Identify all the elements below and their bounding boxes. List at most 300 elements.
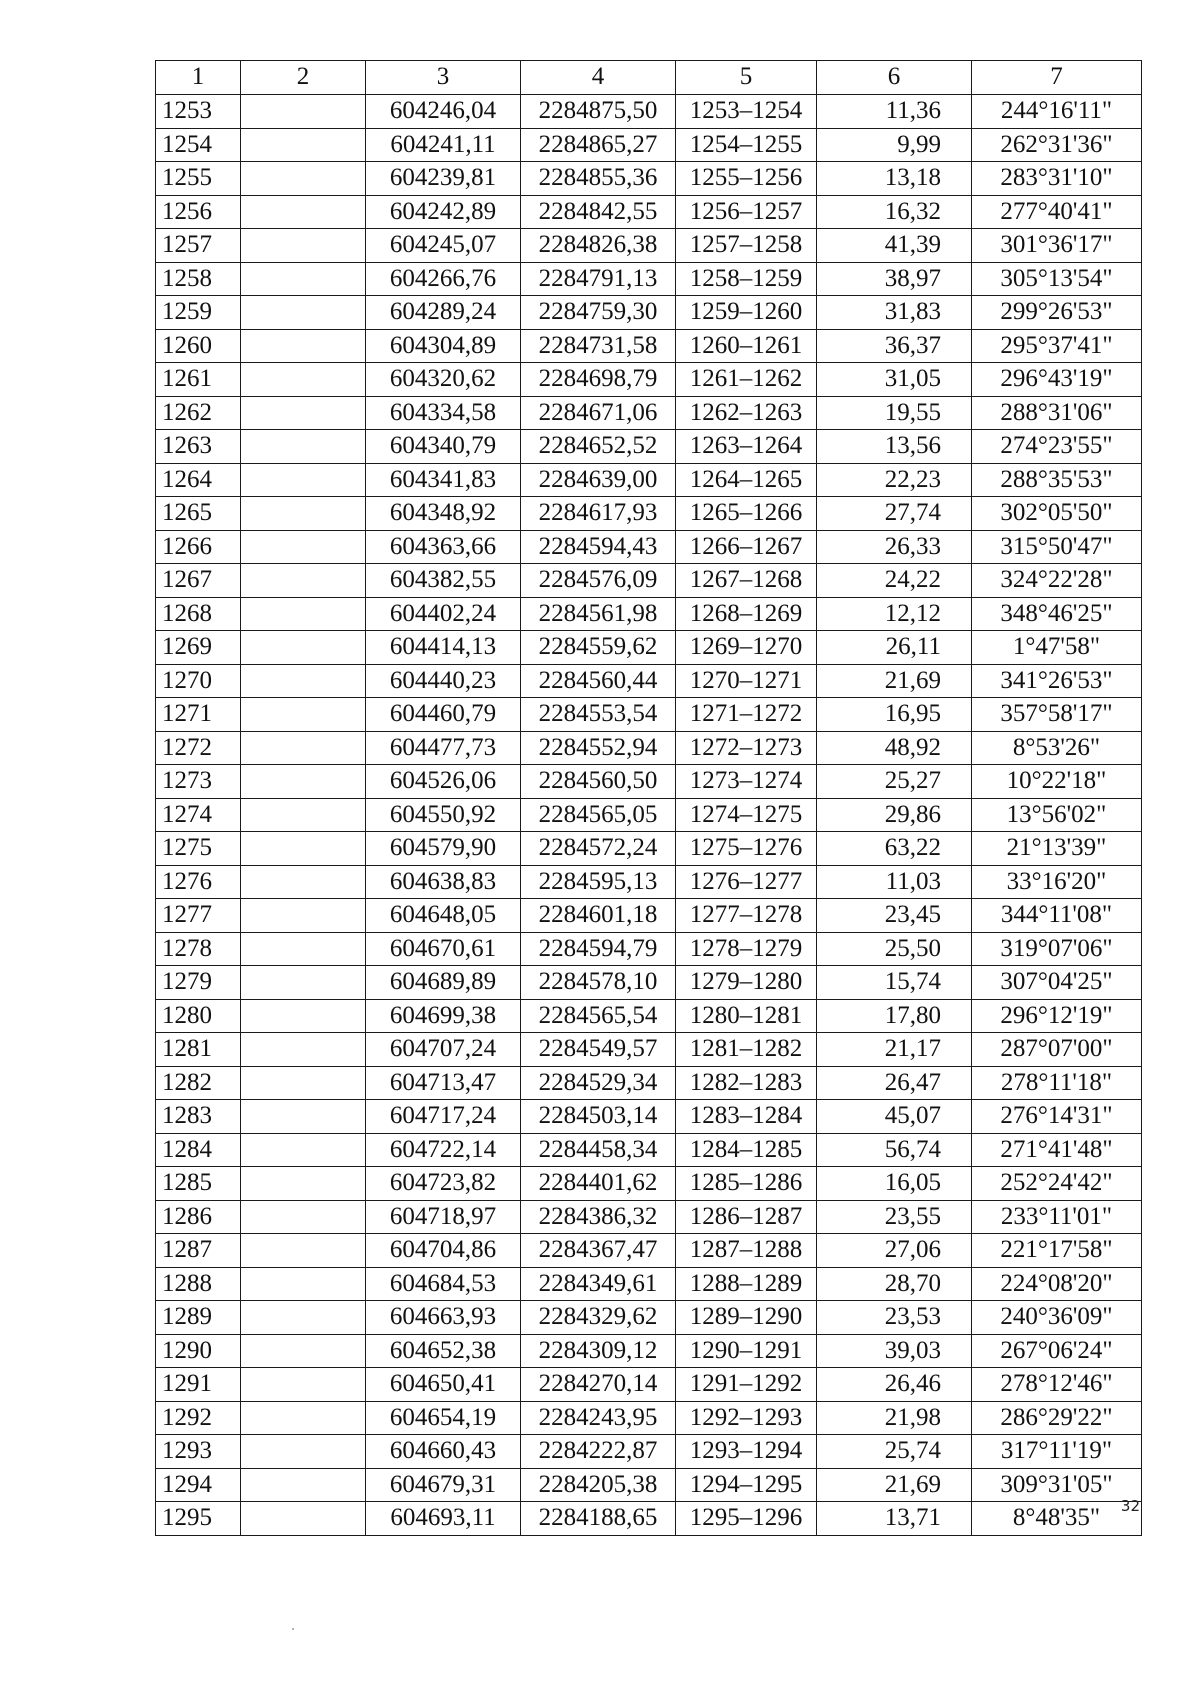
column-header-1: 1 xyxy=(156,61,241,95)
cell-blank-cell xyxy=(241,1133,366,1167)
cell-distance: 41,39 xyxy=(817,229,972,263)
cell-point-number: 1260 xyxy=(156,329,241,363)
cell-blank-cell xyxy=(241,798,366,832)
table-row xyxy=(156,932,1142,966)
cell-blank-cell xyxy=(241,262,366,296)
cell-blank-cell xyxy=(241,1468,366,1502)
cell-y-coordinate: 2284565,05 xyxy=(521,798,676,832)
cell-blank-cell xyxy=(241,597,366,631)
cell-x-coordinate: 604246,04 xyxy=(366,95,521,129)
cell-distance: 28,70 xyxy=(817,1267,972,1301)
cell-segment: 1282–1283 xyxy=(676,1066,817,1100)
cell-segment: 1293–1294 xyxy=(676,1435,817,1469)
cell-distance: 27,06 xyxy=(817,1234,972,1268)
cell-bearing: 357°58'17" xyxy=(972,698,1142,732)
cell-point-number: 1280 xyxy=(156,999,241,1033)
cell-x-coordinate: 604242,89 xyxy=(366,195,521,229)
column-header-5: 5 xyxy=(676,61,817,95)
cell-x-coordinate: 604713,47 xyxy=(366,1066,521,1100)
cell-distance: 26,47 xyxy=(817,1066,972,1100)
cell-blank-cell xyxy=(241,1435,366,1469)
cell-distance: 21,69 xyxy=(817,1468,972,1502)
cell-bearing: 309°31'05" xyxy=(972,1468,1142,1502)
cell-segment: 1264–1265 xyxy=(676,463,817,497)
cell-x-coordinate: 604382,55 xyxy=(366,564,521,598)
cell-x-coordinate: 604440,23 xyxy=(366,664,521,698)
cell-point-number: 1294 xyxy=(156,1468,241,1502)
cell-segment: 1280–1281 xyxy=(676,999,817,1033)
cell-x-coordinate: 604245,07 xyxy=(366,229,521,263)
cell-blank-cell xyxy=(241,329,366,363)
cell-y-coordinate: 2284529,34 xyxy=(521,1066,676,1100)
cell-bearing: 224°08'20" xyxy=(972,1267,1142,1301)
cell-blank-cell xyxy=(241,1301,366,1335)
cell-point-number: 1281 xyxy=(156,1033,241,1067)
cell-x-coordinate: 604638,83 xyxy=(366,865,521,899)
cell-blank-cell xyxy=(241,1401,366,1435)
cell-segment: 1267–1268 xyxy=(676,564,817,598)
cell-distance: 26,11 xyxy=(817,631,972,665)
cell-y-coordinate: 2284731,58 xyxy=(521,329,676,363)
cell-segment: 1256–1257 xyxy=(676,195,817,229)
cell-segment: 1295–1296 xyxy=(676,1502,817,1536)
cell-segment: 1260–1261 xyxy=(676,329,817,363)
table-row xyxy=(156,698,1142,732)
cell-x-coordinate: 604304,89 xyxy=(366,329,521,363)
cell-point-number: 1275 xyxy=(156,832,241,866)
cell-bearing: 317°11'19" xyxy=(972,1435,1142,1469)
column-header-6: 6 xyxy=(817,61,972,95)
cell-segment: 1285–1286 xyxy=(676,1167,817,1201)
cell-bearing: 262°31'36" xyxy=(972,128,1142,162)
cell-blank-cell xyxy=(241,664,366,698)
cell-segment: 1274–1275 xyxy=(676,798,817,832)
cell-point-number: 1279 xyxy=(156,966,241,1000)
cell-bearing: 278°11'18" xyxy=(972,1066,1142,1100)
cell-point-number: 1284 xyxy=(156,1133,241,1167)
cell-bearing: 296°43'19" xyxy=(972,363,1142,397)
cell-segment: 1288–1289 xyxy=(676,1267,817,1301)
cell-bearing: 341°26'53" xyxy=(972,664,1142,698)
cell-y-coordinate: 2284842,55 xyxy=(521,195,676,229)
cell-x-coordinate: 604693,11 xyxy=(366,1502,521,1536)
cell-point-number: 1264 xyxy=(156,463,241,497)
cell-segment: 1269–1270 xyxy=(676,631,817,665)
cell-y-coordinate: 2284329,62 xyxy=(521,1301,676,1335)
cell-point-number: 1288 xyxy=(156,1267,241,1301)
cell-y-coordinate: 2284552,94 xyxy=(521,731,676,765)
cell-y-coordinate: 2284576,09 xyxy=(521,564,676,598)
cell-point-number: 1253 xyxy=(156,95,241,129)
cell-distance: 16,95 xyxy=(817,698,972,732)
cell-bearing: 8°48'35" xyxy=(972,1502,1142,1536)
table-body xyxy=(156,95,1142,1536)
cell-blank-cell xyxy=(241,128,366,162)
cell-distance: 11,36 xyxy=(817,95,972,129)
cell-blank-cell xyxy=(241,1334,366,1368)
header-row xyxy=(156,61,1142,95)
cell-point-number: 1274 xyxy=(156,798,241,832)
cell-distance: 16,05 xyxy=(817,1167,972,1201)
cell-x-coordinate: 604723,82 xyxy=(366,1167,521,1201)
cell-distance: 38,97 xyxy=(817,262,972,296)
cell-bearing: 344°11'08" xyxy=(972,899,1142,933)
cell-bearing: 278°12'46" xyxy=(972,1368,1142,1402)
cell-bearing: 21°13'39" xyxy=(972,832,1142,866)
cell-bearing: 295°37'41" xyxy=(972,329,1142,363)
cell-point-number: 1293 xyxy=(156,1435,241,1469)
table-row xyxy=(156,195,1142,229)
cell-distance: 13,71 xyxy=(817,1502,972,1536)
cell-bearing: 240°36'09" xyxy=(972,1301,1142,1335)
cell-bearing: 301°36'17" xyxy=(972,229,1142,263)
cell-y-coordinate: 2284560,50 xyxy=(521,765,676,799)
cell-y-coordinate: 2284855,36 xyxy=(521,162,676,196)
table-row xyxy=(156,363,1142,397)
cell-point-number: 1268 xyxy=(156,597,241,631)
cell-blank-cell xyxy=(241,832,366,866)
cell-point-number: 1258 xyxy=(156,262,241,296)
cell-y-coordinate: 2284671,06 xyxy=(521,396,676,430)
table-row xyxy=(156,1368,1142,1402)
cell-bearing: 8°53'26" xyxy=(972,731,1142,765)
cell-x-coordinate: 604320,62 xyxy=(366,363,521,397)
cell-point-number: 1287 xyxy=(156,1234,241,1268)
cell-point-number: 1286 xyxy=(156,1200,241,1234)
cell-x-coordinate: 604652,38 xyxy=(366,1334,521,1368)
cell-segment: 1287–1288 xyxy=(676,1234,817,1268)
cell-y-coordinate: 2284458,34 xyxy=(521,1133,676,1167)
cell-bearing: 233°11'01" xyxy=(972,1200,1142,1234)
cell-blank-cell xyxy=(241,463,366,497)
cell-distance: 63,22 xyxy=(817,832,972,866)
table-row xyxy=(156,497,1142,531)
cell-blank-cell xyxy=(241,95,366,129)
cell-y-coordinate: 2284222,87 xyxy=(521,1435,676,1469)
cell-distance: 16,32 xyxy=(817,195,972,229)
column-header-3: 3 xyxy=(366,61,521,95)
cell-bearing: 221°17'58" xyxy=(972,1234,1142,1268)
cell-bearing: 287°07'00" xyxy=(972,1033,1142,1067)
table-row xyxy=(156,1100,1142,1134)
cell-y-coordinate: 2284791,13 xyxy=(521,262,676,296)
cell-distance: 25,50 xyxy=(817,932,972,966)
cell-y-coordinate: 2284243,95 xyxy=(521,1401,676,1435)
cell-x-coordinate: 604289,24 xyxy=(366,296,521,330)
cell-distance: 36,37 xyxy=(817,329,972,363)
cell-distance: 24,22 xyxy=(817,564,972,598)
cell-bearing: 13°56'02" xyxy=(972,798,1142,832)
cell-point-number: 1285 xyxy=(156,1167,241,1201)
cell-blank-cell xyxy=(241,999,366,1033)
table-row xyxy=(156,1167,1142,1201)
cell-point-number: 1262 xyxy=(156,396,241,430)
cell-segment: 1258–1259 xyxy=(676,262,817,296)
table-row xyxy=(156,296,1142,330)
cell-point-number: 1272 xyxy=(156,731,241,765)
cell-point-number: 1254 xyxy=(156,128,241,162)
table-row xyxy=(156,564,1142,598)
cell-point-number: 1266 xyxy=(156,530,241,564)
cell-point-number: 1289 xyxy=(156,1301,241,1335)
cell-y-coordinate: 2284875,50 xyxy=(521,95,676,129)
cell-distance: 12,12 xyxy=(817,597,972,631)
table-row xyxy=(156,1066,1142,1100)
cell-blank-cell xyxy=(241,966,366,1000)
coordinates-table xyxy=(155,60,1142,1536)
cell-segment: 1286–1287 xyxy=(676,1200,817,1234)
cell-point-number: 1282 xyxy=(156,1066,241,1100)
column-header-7: 7 xyxy=(972,61,1142,95)
cell-x-coordinate: 604717,24 xyxy=(366,1100,521,1134)
cell-blank-cell xyxy=(241,1167,366,1201)
cell-x-coordinate: 604660,43 xyxy=(366,1435,521,1469)
cell-distance: 31,05 xyxy=(817,363,972,397)
cell-blank-cell xyxy=(241,1267,366,1301)
column-header-4: 4 xyxy=(521,61,676,95)
cell-y-coordinate: 2284698,79 xyxy=(521,363,676,397)
cell-y-coordinate: 2284188,65 xyxy=(521,1502,676,1536)
cell-blank-cell xyxy=(241,698,366,732)
cell-segment: 1290–1291 xyxy=(676,1334,817,1368)
cell-segment: 1291–1292 xyxy=(676,1368,817,1402)
cell-x-coordinate: 604414,13 xyxy=(366,631,521,665)
table-row xyxy=(156,95,1142,129)
cell-bearing: 283°31'10" xyxy=(972,162,1142,196)
cell-x-coordinate: 604460,79 xyxy=(366,698,521,732)
cell-point-number: 1292 xyxy=(156,1401,241,1435)
cell-y-coordinate: 2284594,43 xyxy=(521,530,676,564)
table-row xyxy=(156,229,1142,263)
cell-segment: 1266–1267 xyxy=(676,530,817,564)
cell-x-coordinate: 604699,38 xyxy=(366,999,521,1033)
cell-x-coordinate: 604550,92 xyxy=(366,798,521,832)
cell-blank-cell xyxy=(241,765,366,799)
cell-distance: 31,83 xyxy=(817,296,972,330)
table-row xyxy=(156,1468,1142,1502)
cell-distance: 11,03 xyxy=(817,865,972,899)
cell-blank-cell xyxy=(241,430,366,464)
cell-x-coordinate: 604402,24 xyxy=(366,597,521,631)
cell-distance: 9,99 xyxy=(817,128,972,162)
cell-x-coordinate: 604679,31 xyxy=(366,1468,521,1502)
cell-x-coordinate: 604707,24 xyxy=(366,1033,521,1067)
cell-segment: 1284–1285 xyxy=(676,1133,817,1167)
cell-bearing: 302°05'50" xyxy=(972,497,1142,531)
table-row xyxy=(156,1234,1142,1268)
cell-y-coordinate: 2284205,38 xyxy=(521,1468,676,1502)
cell-y-coordinate: 2284617,93 xyxy=(521,497,676,531)
cell-y-coordinate: 2284561,98 xyxy=(521,597,676,631)
cell-y-coordinate: 2284349,61 xyxy=(521,1267,676,1301)
cell-distance: 26,46 xyxy=(817,1368,972,1402)
cell-bearing: 288°31'06" xyxy=(972,396,1142,430)
table-row xyxy=(156,1435,1142,1469)
cell-segment: 1294–1295 xyxy=(676,1468,817,1502)
cell-x-coordinate: 604348,92 xyxy=(366,497,521,531)
table-row xyxy=(156,1401,1142,1435)
cell-bearing: 244°16'11" xyxy=(972,95,1142,129)
cell-segment: 1275–1276 xyxy=(676,832,817,866)
cell-distance: 23,45 xyxy=(817,899,972,933)
cell-segment: 1268–1269 xyxy=(676,597,817,631)
cell-point-number: 1265 xyxy=(156,497,241,531)
cell-distance: 23,53 xyxy=(817,1301,972,1335)
table-row xyxy=(156,1033,1142,1067)
cell-segment: 1253–1254 xyxy=(676,95,817,129)
cell-x-coordinate: 604241,11 xyxy=(366,128,521,162)
table-row xyxy=(156,1301,1142,1335)
cell-blank-cell xyxy=(241,899,366,933)
table-row xyxy=(156,262,1142,296)
cell-bearing: 296°12'19" xyxy=(972,999,1142,1033)
cell-point-number: 1283 xyxy=(156,1100,241,1134)
cell-point-number: 1273 xyxy=(156,765,241,799)
cell-point-number: 1278 xyxy=(156,932,241,966)
cell-y-coordinate: 2284386,32 xyxy=(521,1200,676,1234)
cell-distance: 25,74 xyxy=(817,1435,972,1469)
cell-segment: 1265–1266 xyxy=(676,497,817,531)
table-row xyxy=(156,798,1142,832)
table-row xyxy=(156,832,1142,866)
cell-y-coordinate: 2284572,24 xyxy=(521,832,676,866)
cell-bearing: 10°22'18" xyxy=(972,765,1142,799)
cell-y-coordinate: 2284639,00 xyxy=(521,463,676,497)
cell-y-coordinate: 2284309,12 xyxy=(521,1334,676,1368)
table-row xyxy=(156,1267,1142,1301)
cell-y-coordinate: 2284759,30 xyxy=(521,296,676,330)
cell-x-coordinate: 604670,61 xyxy=(366,932,521,966)
cell-x-coordinate: 604684,53 xyxy=(366,1267,521,1301)
cell-segment: 1263–1264 xyxy=(676,430,817,464)
cell-distance: 56,74 xyxy=(817,1133,972,1167)
table-row xyxy=(156,966,1142,1000)
cell-distance: 45,07 xyxy=(817,1100,972,1134)
cell-segment: 1272–1273 xyxy=(676,731,817,765)
cell-bearing: 288°35'53" xyxy=(972,463,1142,497)
cell-blank-cell xyxy=(241,1200,366,1234)
cell-blank-cell xyxy=(241,1066,366,1100)
table-row xyxy=(156,1200,1142,1234)
cell-bearing: 276°14'31" xyxy=(972,1100,1142,1134)
table-row xyxy=(156,664,1142,698)
cell-bearing: 274°23'55" xyxy=(972,430,1142,464)
cell-y-coordinate: 2284565,54 xyxy=(521,999,676,1033)
cell-distance: 22,23 xyxy=(817,463,972,497)
cell-y-coordinate: 2284553,54 xyxy=(521,698,676,732)
page-number: 32 xyxy=(1120,1497,1140,1515)
cell-x-coordinate: 604579,90 xyxy=(366,832,521,866)
cell-distance: 21,69 xyxy=(817,664,972,698)
cell-x-coordinate: 604266,76 xyxy=(366,262,521,296)
cell-point-number: 1295 xyxy=(156,1502,241,1536)
cell-distance: 25,27 xyxy=(817,765,972,799)
table-row xyxy=(156,999,1142,1033)
table-row xyxy=(156,128,1142,162)
cell-segment: 1289–1290 xyxy=(676,1301,817,1335)
cell-blank-cell xyxy=(241,497,366,531)
cell-segment: 1283–1284 xyxy=(676,1100,817,1134)
cell-blank-cell xyxy=(241,865,366,899)
table-row xyxy=(156,765,1142,799)
cell-point-number: 1261 xyxy=(156,363,241,397)
cell-y-coordinate: 2284401,62 xyxy=(521,1167,676,1201)
cell-distance: 19,55 xyxy=(817,396,972,430)
cell-bearing: 277°40'41" xyxy=(972,195,1142,229)
table-row xyxy=(156,1502,1142,1536)
table-row xyxy=(156,1133,1142,1167)
cell-distance: 13,56 xyxy=(817,430,972,464)
cell-blank-cell xyxy=(241,1033,366,1067)
cell-y-coordinate: 2284578,10 xyxy=(521,966,676,1000)
cell-distance: 21,17 xyxy=(817,1033,972,1067)
cell-bearing: 319°07'06" xyxy=(972,932,1142,966)
cell-x-coordinate: 604341,83 xyxy=(366,463,521,497)
cell-segment: 1278–1279 xyxy=(676,932,817,966)
cell-point-number: 1267 xyxy=(156,564,241,598)
cell-point-number: 1259 xyxy=(156,296,241,330)
table-row xyxy=(156,865,1142,899)
cell-x-coordinate: 604477,73 xyxy=(366,731,521,765)
cell-segment: 1279–1280 xyxy=(676,966,817,1000)
cell-point-number: 1290 xyxy=(156,1334,241,1368)
cell-x-coordinate: 604650,41 xyxy=(366,1368,521,1402)
cell-y-coordinate: 2284560,44 xyxy=(521,664,676,698)
table-row xyxy=(156,1334,1142,1368)
cell-segment: 1270–1271 xyxy=(676,664,817,698)
cell-bearing: 299°26'53" xyxy=(972,296,1142,330)
cell-blank-cell xyxy=(241,1368,366,1402)
cell-y-coordinate: 2284367,47 xyxy=(521,1234,676,1268)
table-row xyxy=(156,329,1142,363)
cell-distance: 26,33 xyxy=(817,530,972,564)
cell-point-number: 1256 xyxy=(156,195,241,229)
cell-blank-cell xyxy=(241,564,366,598)
cell-point-number: 1277 xyxy=(156,899,241,933)
cell-bearing: 33°16'20" xyxy=(972,865,1142,899)
cell-bearing: 252°24'42" xyxy=(972,1167,1142,1201)
cell-bearing: 315°50'47" xyxy=(972,530,1142,564)
cell-bearing: 1°47'58" xyxy=(972,631,1142,665)
cell-blank-cell xyxy=(241,932,366,966)
table-row xyxy=(156,463,1142,497)
cell-bearing: 271°41'48" xyxy=(972,1133,1142,1167)
cell-x-coordinate: 604654,19 xyxy=(366,1401,521,1435)
cell-distance: 48,92 xyxy=(817,731,972,765)
cell-segment: 1277–1278 xyxy=(676,899,817,933)
cell-y-coordinate: 2284601,18 xyxy=(521,899,676,933)
cell-x-coordinate: 604526,06 xyxy=(366,765,521,799)
cell-point-number: 1263 xyxy=(156,430,241,464)
cell-y-coordinate: 2284549,57 xyxy=(521,1033,676,1067)
scan-speck xyxy=(292,1628,294,1630)
cell-blank-cell xyxy=(241,631,366,665)
cell-point-number: 1255 xyxy=(156,162,241,196)
cell-blank-cell xyxy=(241,296,366,330)
cell-blank-cell xyxy=(241,1234,366,1268)
cell-distance: 23,55 xyxy=(817,1200,972,1234)
cell-distance: 29,86 xyxy=(817,798,972,832)
cell-segment: 1259–1260 xyxy=(676,296,817,330)
cell-point-number: 1291 xyxy=(156,1368,241,1402)
cell-y-coordinate: 2284826,38 xyxy=(521,229,676,263)
cell-x-coordinate: 604718,97 xyxy=(366,1200,521,1234)
cell-y-coordinate: 2284652,52 xyxy=(521,430,676,464)
cell-bearing: 324°22'28" xyxy=(972,564,1142,598)
table-row xyxy=(156,430,1142,464)
cell-distance: 21,98 xyxy=(817,1401,972,1435)
cell-point-number: 1276 xyxy=(156,865,241,899)
